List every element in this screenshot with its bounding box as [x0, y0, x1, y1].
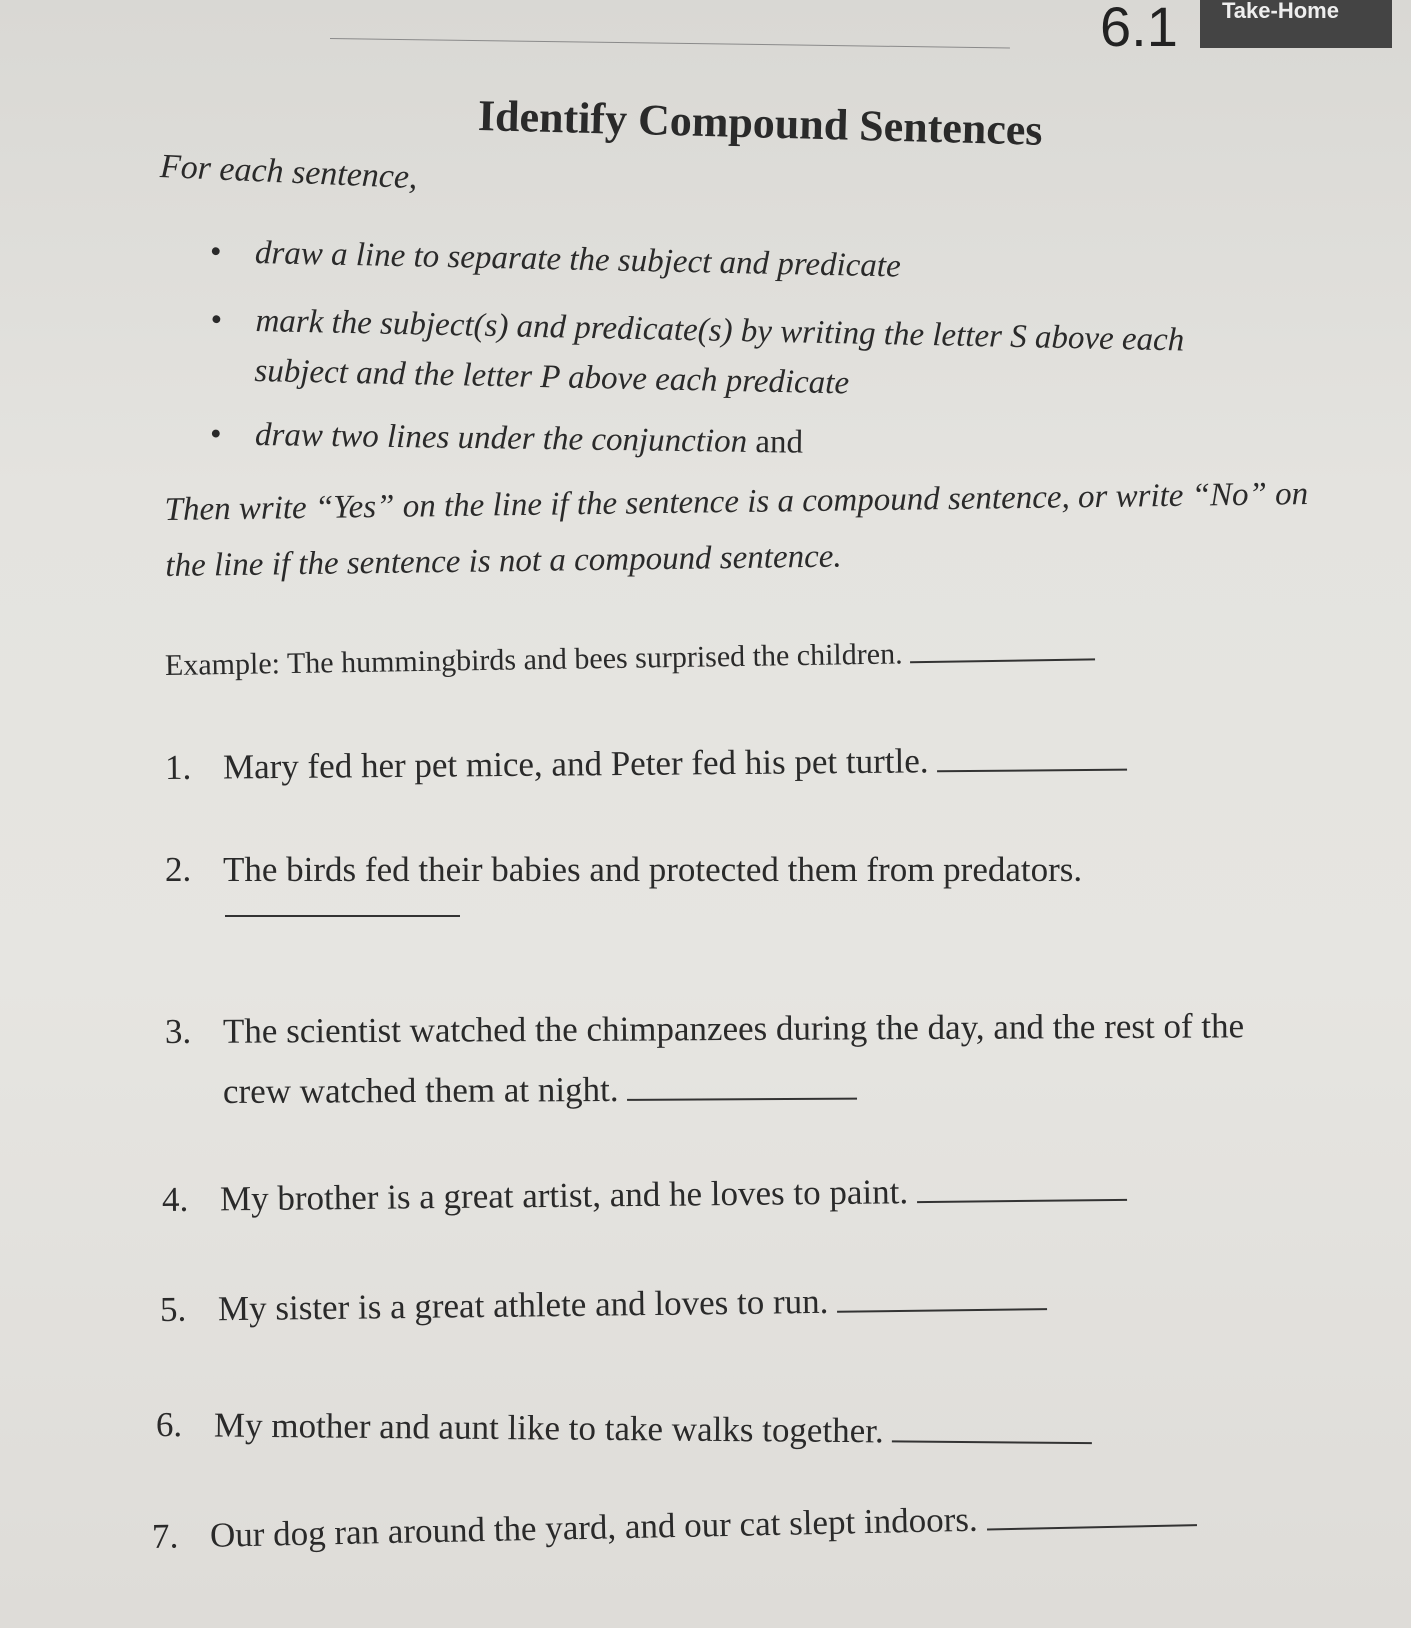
instruction-bullet-1: [209, 228, 902, 292]
question-4: [162, 1170, 1127, 1220]
conjunction-word: and: [755, 423, 804, 461]
answer-blank[interactable]: [937, 741, 1127, 773]
lesson-number: 6.1: [1100, 0, 1178, 58]
question-7: [152, 1495, 1197, 1557]
question-3-continued: [223, 1069, 857, 1112]
bullet-text: mark the subject(s) and predicate(s) by writing the letter S above each subject and the letter P above each predicate: [254, 303, 1185, 402]
question-text: crew watched them at night.: [222, 1069, 619, 1111]
question-number: 3.: [164, 1011, 192, 1051]
question-text: My brother is a great artist, and he loves to paint.: [219, 1172, 909, 1219]
instruction-bullet-3: [209, 410, 804, 468]
header-rule: [330, 38, 1010, 48]
question-number: 5.: [159, 1289, 187, 1329]
question-3: [165, 1006, 1244, 1052]
answer-blank[interactable]: [910, 630, 1095, 663]
answer-blank[interactable]: [627, 1070, 857, 1101]
question-text: Mary fed her pet mice, and Peter fed his pet turtle.: [222, 741, 929, 787]
question-2: [165, 850, 1082, 890]
question-text: My mother and aunt like to take walks together.: [213, 1405, 884, 1451]
answer-blank[interactable]: [837, 1280, 1047, 1313]
instruction-bullet-2: [210, 296, 1256, 417]
answer-blank[interactable]: [225, 915, 460, 917]
question-number: 1.: [164, 747, 192, 787]
bullet-text: draw two lines under the conjunction: [254, 417, 748, 460]
question-text: My sister is a great athlete and loves to run.: [217, 1281, 829, 1329]
question-number: 2.: [165, 850, 192, 889]
question-text: The birds fed their babies and protected them from predators.: [223, 850, 1083, 889]
question-text: Our dog ran around the yard, and our cat slept indoors.: [209, 1499, 979, 1555]
take-home-badge: Take-Home: [1200, 0, 1392, 48]
question-number: 6.: [155, 1405, 183, 1445]
question-number: 4.: [161, 1179, 189, 1219]
answer-blank[interactable]: [986, 1496, 1197, 1530]
bullet-text: draw a line to separate the subject and predicate: [254, 235, 902, 285]
question-6: [156, 1405, 1093, 1453]
question-1: [165, 740, 1128, 788]
answer-instructions: Then write “Yes” on the line if the sentence is a compound sentence, or write “No” on the line if the sentence is not a compound sentence.: [164, 476, 1309, 584]
worksheet-title: Identify Compound Sentences: [477, 91, 1044, 155]
question-text: The scientist watched the chimpanzees during the day, and the rest of the: [222, 1006, 1245, 1051]
bullet-dot-icon: •: [210, 302, 223, 339]
question-5: [160, 1279, 1048, 1330]
example-text: Example: The hummingbirds and bees surprised the children.: [164, 637, 903, 682]
answer-blank[interactable]: [892, 1412, 1092, 1444]
question-number: 7.: [151, 1516, 179, 1556]
example-sentence: [165, 630, 1096, 683]
intro-text: For each sentence,: [159, 148, 419, 197]
answer-blank[interactable]: [917, 1171, 1127, 1203]
bullet-dot-icon: •: [209, 234, 222, 271]
bullet-dot-icon: •: [209, 416, 222, 453]
